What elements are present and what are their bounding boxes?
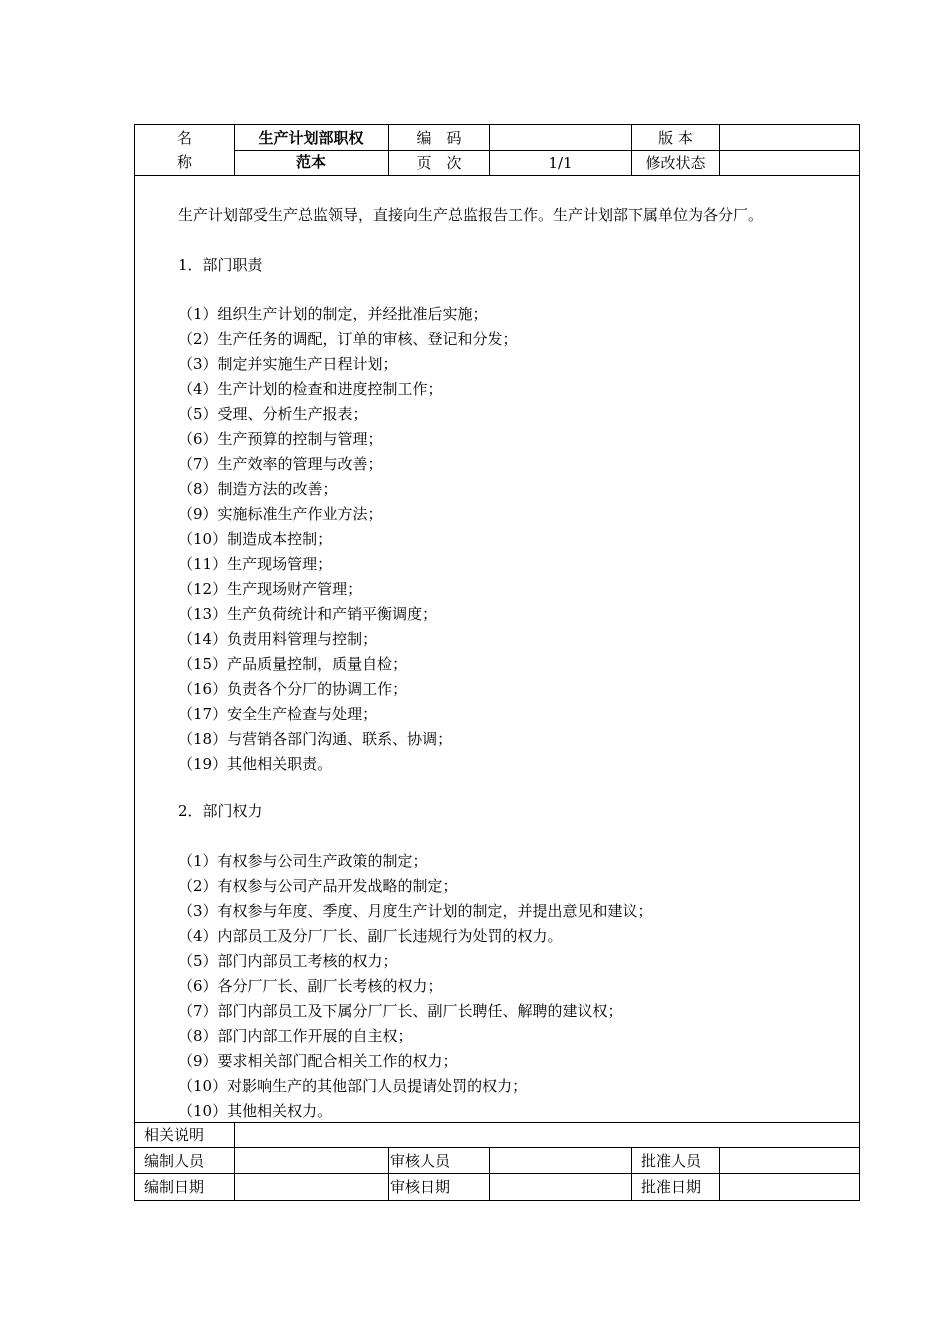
name-label: 称 <box>176 153 192 171</box>
reviewed-by-label: 审核人员 <box>390 1152 451 1170</box>
duties-list-item: （15）产品质量控制，质量自检； <box>178 655 408 673</box>
version-label: 版 本 <box>658 129 693 147</box>
powers-list-item: （1）有权参与公司生产政策的制定； <box>178 852 428 870</box>
powers-list-item: （3）有权参与年度、季度、月度生产计划的制定，并提出意见和建议； <box>178 902 653 920</box>
document-title: 生产计划部职权 <box>258 129 364 147</box>
duties-list-item: （16）负责各个分厂的协调工作； <box>178 680 408 698</box>
footer-col-divider <box>388 1147 389 1200</box>
duties-list-item: （14）负责用料管理与控制； <box>178 630 378 648</box>
revision-label: 修改状态 <box>645 154 706 172</box>
footer-top-border <box>135 1122 859 1123</box>
duties-list-item: （18）与营销各部门沟通、联系、协调； <box>178 730 453 748</box>
section-title-powers: 2．部门权力 <box>178 802 263 820</box>
page-label: 页 次 <box>416 154 462 172</box>
powers-list-item: （10）对影响生产的其他部门人员提请处罚的权力； <box>178 1077 528 1095</box>
code-label: 编 码 <box>416 129 462 147</box>
duties-list-item: （19）其他相关职责。 <box>178 755 333 773</box>
approved-by-label: 批准人员 <box>641 1152 702 1170</box>
duties-list-item: （6）生产预算的控制与管理； <box>178 430 383 448</box>
prepared-date-label: 编制日期 <box>144 1178 205 1196</box>
powers-list-item: （7）部门内部员工及下属分厂厂长、副厂长聘任、解聘的建议权； <box>178 1002 623 1020</box>
footer-col-divider <box>719 1147 720 1200</box>
header-col-divider <box>719 125 720 175</box>
document-form <box>134 124 860 1201</box>
powers-list-item: （10）其他相关权力。 <box>178 1102 333 1120</box>
duties-list-item: （11）生产现场管理； <box>178 555 333 573</box>
header-bottom-border <box>135 175 859 176</box>
page-value: 1/1 <box>548 154 573 172</box>
intro-paragraph: 生产计划部受生产总监领导，直接向生产总监报告工作。生产计划部下属单位为各分厂。 <box>178 206 764 224</box>
duties-list-item: （3）制定并实施生产日程计划； <box>178 355 398 373</box>
duties-list-item: （1）组织生产计划的制定，并经批准后实施； <box>178 305 488 323</box>
duties-list-item: （8）制造方法的改善； <box>178 480 338 498</box>
footer-col-divider <box>489 1147 490 1200</box>
powers-list-item: （8）部门内部工作开展的自主权； <box>178 1027 413 1045</box>
duties-list-item: （13）生产负荷统计和产销平衡调度； <box>178 605 438 623</box>
footer-col-divider <box>631 1147 632 1200</box>
duties-list-item: （4）生产计划的检查和进度控制工作； <box>178 380 443 398</box>
name-label: 名 <box>176 129 192 147</box>
duties-list-item: （2）生产任务的调配，订单的审核、登记和分发； <box>178 330 518 348</box>
duties-list-item: （12）生产现场财产管理； <box>178 580 363 598</box>
prepared-by-label: 编制人员 <box>144 1152 205 1170</box>
duties-list-item: （10）制造成本控制； <box>178 530 333 548</box>
duties-list-item: （5）受理、分析生产报表； <box>178 405 368 423</box>
document-title: 范本 <box>295 153 326 171</box>
powers-list-item: （6）各分厂厂长、副厂长考核的权力； <box>178 977 443 995</box>
footer-row-divider <box>135 1173 859 1174</box>
approved-date-label: 批准日期 <box>641 1178 702 1196</box>
notes-label: 相关说明 <box>144 1126 205 1144</box>
footer-col-divider <box>234 1122 235 1200</box>
powers-list-item: （2）有权参与公司产品开发战略的制定； <box>178 877 458 895</box>
duties-list-item: （9）实施标准生产作业方法； <box>178 505 383 523</box>
footer-row-divider <box>135 1147 859 1148</box>
powers-list-item: （9）要求相关部门配合相关工作的权力； <box>178 1052 458 1070</box>
duties-list-item: （7）生产效率的管理与改善； <box>178 455 383 473</box>
section-title-duties: 1．部门职责 <box>178 256 263 274</box>
reviewed-date-label: 审核日期 <box>390 1178 451 1196</box>
powers-list-item: （5）部门内部员工考核的权力； <box>178 952 398 970</box>
powers-list-item: （4）内部员工及分厂厂长、副厂长违规行为处罚的权力。 <box>178 927 563 945</box>
duties-list-item: （17）安全生产检查与处理； <box>178 705 378 723</box>
